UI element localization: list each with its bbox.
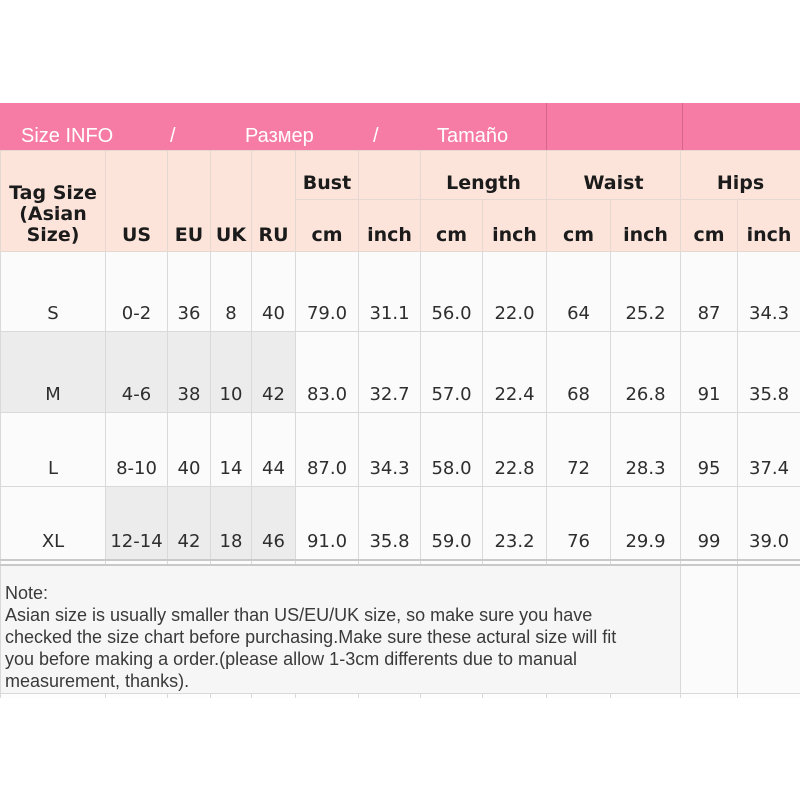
cell-waist-cm: 76 <box>547 487 611 560</box>
note-title: Note: <box>5 582 49 603</box>
cell-waist-cm: 72 <box>547 413 611 487</box>
cell-us: 12-14 <box>106 487 168 560</box>
cell-bust-cm: 91.0 <box>296 487 359 560</box>
stub-row <box>1 694 800 698</box>
tag-size-header-line2: (Asian Size) <box>19 203 87 246</box>
banner-title-en: Size INFO <box>21 125 114 147</box>
cell-us: 4-6 <box>106 332 168 413</box>
cell-tag: L <box>1 413 106 487</box>
cell-ru: 42 <box>252 332 296 413</box>
cell-uk: 18 <box>211 487 252 560</box>
size-row-m <box>1 332 800 413</box>
banner-title-ru: Размер <box>245 125 314 147</box>
banner-divider <box>546 103 547 150</box>
cell-us: 8-10 <box>106 413 168 487</box>
cell-bust-cm: 83.0 <box>296 332 359 413</box>
size-chart-table <box>0 150 800 698</box>
cell-bust-inch: 32.7 <box>359 332 421 413</box>
unit-header-hips-cm: cm <box>681 200 738 252</box>
group-header-hips: Hips <box>681 151 800 200</box>
cell-eu: 42 <box>168 487 211 560</box>
cell-bust-cm: 79.0 <box>296 252 359 332</box>
cell-hips-cm: 91 <box>681 332 738 413</box>
cell-us: 0-2 <box>106 252 168 332</box>
cell-uk: 14 <box>211 413 252 487</box>
cell-bust-inch: 34.3 <box>359 413 421 487</box>
cell-uk: 10 <box>211 332 252 413</box>
cell-waist-cm: 68 <box>547 332 611 413</box>
group-header-length: Length <box>421 151 547 200</box>
cell-eu: 40 <box>168 413 211 487</box>
cell-length-inch: 23.2 <box>483 487 547 560</box>
cell-length-inch: 22.0 <box>483 252 547 332</box>
size-row-l <box>1 413 800 487</box>
unit-header-hips-inch: inch <box>738 200 800 252</box>
cell-waist-inch: 28.3 <box>611 413 681 487</box>
unit-header-bust-inch: inch <box>359 200 421 252</box>
note-line: measurement, thanks). <box>5 670 190 691</box>
tag-size-header <box>1 151 106 252</box>
cell-waist-inch: 25.2 <box>611 252 681 332</box>
cell-bust-inch: 31.1 <box>359 252 421 332</box>
cell-bust-cm: 87.0 <box>296 413 359 487</box>
banner-separator: / <box>170 125 176 147</box>
banner-title-es: Tamaño <box>437 125 509 147</box>
group-header-bust: Bust <box>296 151 359 200</box>
cell-ru: 46 <box>252 487 296 560</box>
cell-hips-cm: 99 <box>681 487 738 560</box>
size-info-banner <box>0 103 800 150</box>
note-line: checked the size chart before purchasing.Make sure these actural size will fit <box>5 626 617 647</box>
group-header-row <box>1 151 800 200</box>
cell-hips-cm: 95 <box>681 413 738 487</box>
cell-length-inch: 22.4 <box>483 332 547 413</box>
note-line: you before making a order.(please allow 1-3cm differents due to manual <box>5 648 577 669</box>
cell-uk: 8 <box>211 252 252 332</box>
group-header-waist: Waist <box>547 151 681 200</box>
col-header-ru: RU <box>252 151 296 252</box>
cell-tag: S <box>1 252 106 332</box>
cell-hips-cm: 87 <box>681 252 738 332</box>
col-header-uk: UK <box>211 151 252 252</box>
cell-bust-inch: 35.8 <box>359 487 421 560</box>
empty-cell <box>681 565 738 694</box>
unit-header-length-inch: inch <box>483 200 547 252</box>
unit-header-bust-cm: cm <box>296 200 359 252</box>
group-header-empty <box>359 151 421 200</box>
note-block <box>1 565 681 694</box>
cell-hips-inch: 37.4 <box>738 413 800 487</box>
cell-waist-cm: 64 <box>547 252 611 332</box>
cell-length-cm: 58.0 <box>421 413 483 487</box>
cell-tag: M <box>1 332 106 413</box>
cell-eu: 36 <box>168 252 211 332</box>
cell-length-cm: 56.0 <box>421 252 483 332</box>
unit-header-waist-inch: inch <box>611 200 681 252</box>
cell-length-inch: 22.8 <box>483 413 547 487</box>
cell-hips-inch: 39.0 <box>738 487 800 560</box>
empty-cell <box>738 565 800 694</box>
size-row-xl <box>1 487 800 560</box>
cell-ru: 44 <box>252 413 296 487</box>
col-header-eu: EU <box>168 151 211 252</box>
banner-separator: / <box>373 125 379 147</box>
unit-header-length-cm: cm <box>421 200 483 252</box>
cell-waist-inch: 29.9 <box>611 487 681 560</box>
col-header-us: US <box>106 151 168 252</box>
size-row-s <box>1 252 800 332</box>
unit-header-waist-cm: cm <box>547 200 611 252</box>
cell-waist-inch: 26.8 <box>611 332 681 413</box>
cell-length-cm: 57.0 <box>421 332 483 413</box>
note-line: Asian size is usually smaller than US/EU/UK size, so make sure you have <box>5 604 593 625</box>
cell-eu: 38 <box>168 332 211 413</box>
note-row <box>1 565 800 694</box>
cell-hips-inch: 34.3 <box>738 252 800 332</box>
cell-tag: XL <box>1 487 106 560</box>
cell-ru: 40 <box>252 252 296 332</box>
cell-hips-inch: 35.8 <box>738 332 800 413</box>
cell-length-cm: 59.0 <box>421 487 483 560</box>
banner-divider <box>682 103 683 150</box>
tag-size-header-line1: Tag Size <box>9 182 97 204</box>
